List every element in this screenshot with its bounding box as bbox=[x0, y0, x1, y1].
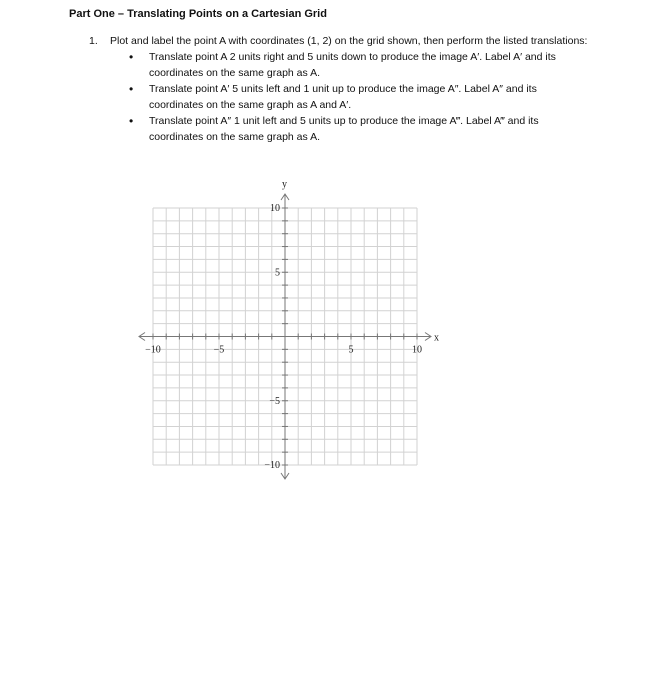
bullet-icon: • bbox=[129, 114, 134, 128]
y-tick-label: 10 bbox=[270, 203, 280, 214]
translation-text-2: Translate point A′ 5 units left and 1 unit up to produce the image A″. Label A″ and its coordinates on the same graph as A and A′. bbox=[149, 83, 537, 111]
y-tick-label: 5 bbox=[275, 267, 280, 279]
translation-text-1: Translate point A 2 units right and 5 units down to produce the image A′. Label A′ and its coordinates on the same graph as A. bbox=[149, 51, 556, 79]
x-tick-label: −5 bbox=[213, 344, 225, 356]
translation-text-3: Translate point A″ 1 unit left and 5 units up to produce the image A‴. Label A‴ and its coordinates on the same graph as A. bbox=[149, 115, 539, 143]
x-tick-label: 10 bbox=[412, 344, 422, 356]
x-axis-label: x bbox=[434, 332, 439, 344]
question-text: Plot and label the point A with coordinates (1, 2) on the grid shown, then perform the listed translations: bbox=[110, 35, 588, 47]
question-number: 1. bbox=[89, 35, 98, 47]
y-tick-label: −5 bbox=[269, 395, 280, 407]
y-axis-label: y bbox=[282, 179, 287, 190]
page-heading: Part One – Translating Points on a Cartesian Grid bbox=[69, 8, 327, 20]
bullet-icon: • bbox=[129, 50, 134, 64]
y-tick-label: −10 bbox=[264, 460, 280, 471]
x-tick-label: −10 bbox=[145, 344, 161, 356]
x-tick-label: 5 bbox=[348, 344, 354, 356]
bullet-icon: • bbox=[129, 82, 134, 96]
